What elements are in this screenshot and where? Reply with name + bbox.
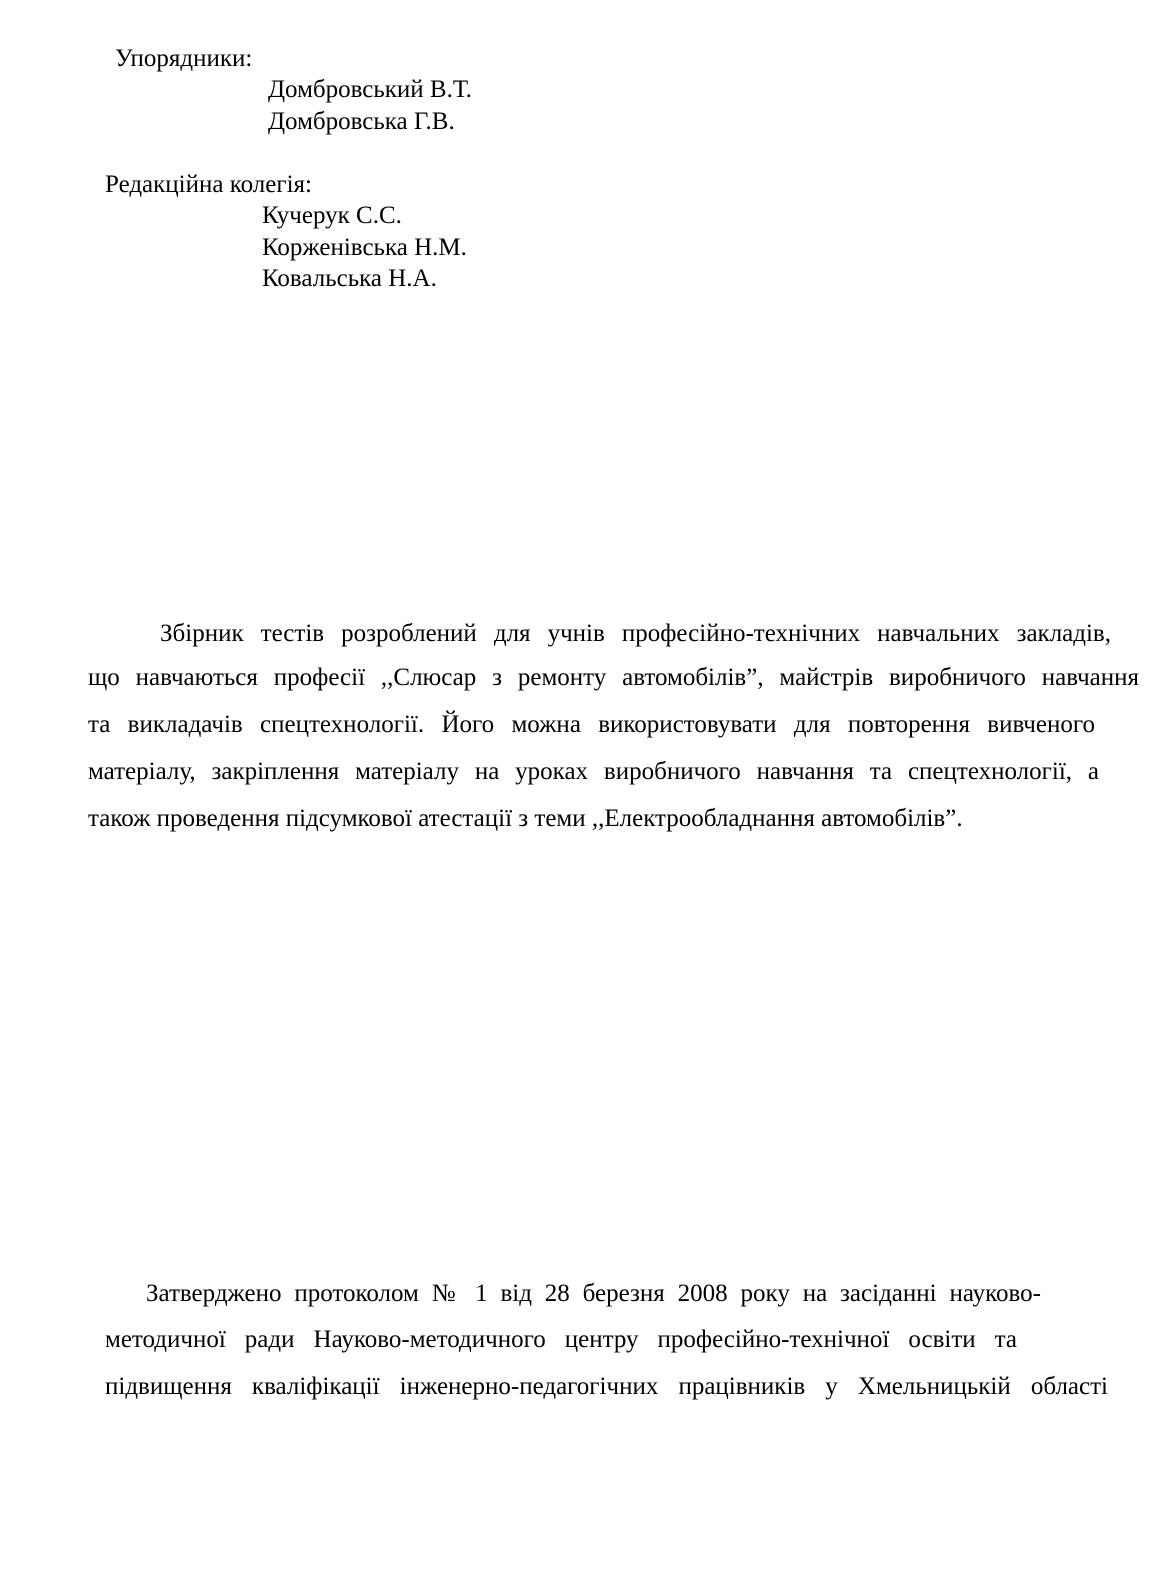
compiler-name: Домбровська Г.В.	[268, 108, 455, 135]
editorial-board-name: Кучерук С.С.	[262, 202, 402, 229]
paragraph-line: та викладачів спецтехнології. Його можна використовувати для повторення вивченого	[88, 711, 1095, 738]
paragraph-line: підвищення кваліфікації інженерно-педагогічних працівників у Хмельницькій області	[105, 1373, 1108, 1400]
editorial-board-heading: Редакційна колегія:	[105, 171, 312, 198]
paragraph-line: Затверджено протоколом № 1 від 28 березня 2008 року на засіданні науково-	[146, 1280, 1041, 1307]
paragraph-line: що навчаються професії ,,Слюсар з ремонту автомобілів”, майстрів виробничого навчання	[88, 664, 1139, 691]
compiler-name: Домбровський В.Т.	[268, 76, 472, 103]
editorial-board-name: Корженівська Н.М.	[262, 234, 467, 261]
paragraph-line: також проведення підсумкової атестації з теми ,,Електрообладнання автомобілів”.	[88, 805, 963, 832]
paragraph-line: Збірник тестів розроблений для учнів професійно-технічних навчальних закладів,	[160, 620, 1111, 647]
paragraph-line: методичної ради Науково-методичного центру професійно-технічної освіти та	[105, 1326, 1017, 1353]
paragraph-line: матеріалу, закріплення матеріалу на уроках виробничого навчання та спецтехнології, а	[88, 758, 1099, 785]
compilers-heading: Упорядники:	[115, 45, 253, 72]
editorial-board-name: Ковальська Н.А.	[262, 265, 437, 292]
